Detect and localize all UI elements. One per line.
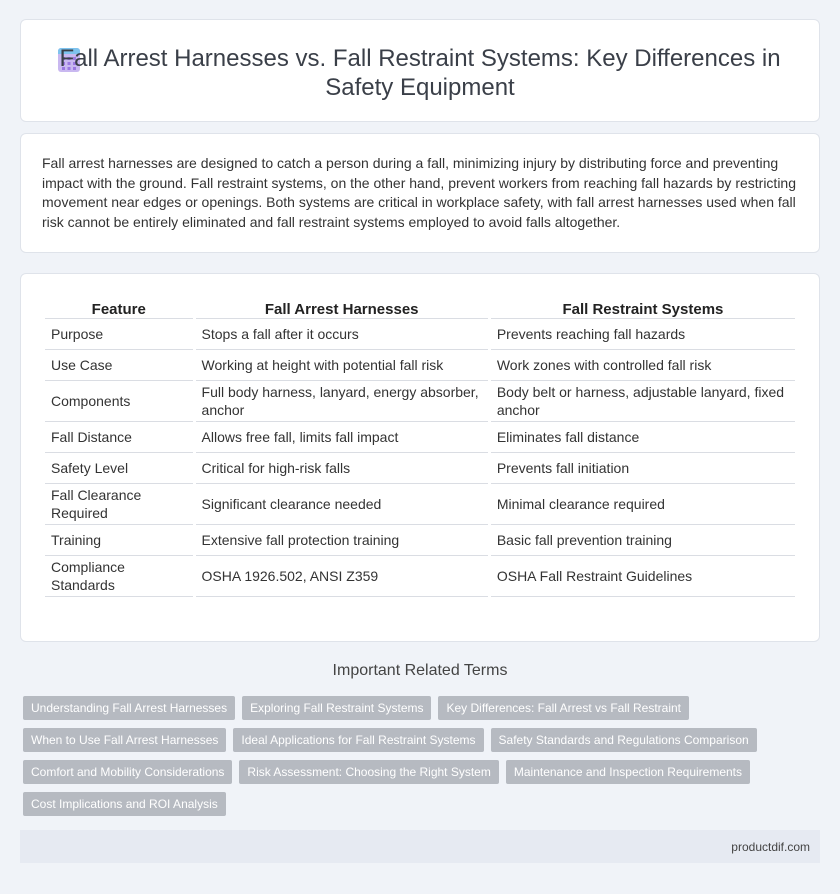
related-term-tag[interactable]: Understanding Fall Arrest Harnesses: [23, 696, 235, 720]
column-header: Feature: [45, 297, 193, 319]
tag-row: [23, 696, 803, 720]
table-cell: Safety Level: [45, 453, 193, 484]
page-title: Fall Arrest Harnesses vs. Fall Restraint Systems: Key Differences in Safety Equipment: [59, 45, 781, 101]
table-cell: Compliance Standards: [45, 556, 193, 597]
related-term-tag[interactable]: Risk Assessment: Choosing the Right System: [239, 760, 498, 784]
related-term-tag[interactable]: Cost Implications and ROI Analysis: [23, 792, 226, 816]
table-cell: OSHA 1926.502, ANSI Z359: [196, 556, 488, 597]
table-cell: Eliminates fall distance: [491, 422, 795, 453]
table-cell: Prevents reaching fall hazards: [491, 319, 795, 350]
table-row: [45, 381, 795, 422]
table-cell: Working at height with potential fall risk: [196, 350, 488, 381]
table-cell: Prevents fall initiation: [491, 453, 795, 484]
table-row: [45, 422, 795, 453]
table-cell: Use Case: [45, 350, 193, 381]
table-row: [45, 525, 795, 556]
related-terms-list: [23, 696, 803, 824]
table-cell: Components: [45, 381, 193, 422]
column-header: Fall Arrest Harnesses: [196, 297, 488, 319]
table-cell: Purpose: [45, 319, 193, 350]
related-term-tag[interactable]: Exploring Fall Restraint Systems: [242, 696, 431, 720]
table-cell: Fall Clearance Required: [45, 484, 193, 525]
table-cell: Training: [45, 525, 193, 556]
related-term-tag[interactable]: Ideal Applications for Fall Restraint Systems: [233, 728, 483, 752]
table-cell: Significant clearance needed: [196, 484, 488, 525]
table-cell: Allows free fall, limits fall impact: [196, 422, 488, 453]
table-cell: Extensive fall protection training: [196, 525, 488, 556]
intro-card: [20, 133, 820, 253]
table-row: [45, 556, 795, 597]
header-card: [20, 19, 820, 122]
comparison-card: [20, 273, 820, 642]
column-header: Fall Restraint Systems: [491, 297, 795, 319]
related-term-tag[interactable]: When to Use Fall Arrest Harnesses: [23, 728, 226, 752]
related-terms-title: Important Related Terms: [332, 662, 508, 679]
related-term-tag[interactable]: Maintenance and Inspection Requirements: [506, 760, 750, 784]
tag-row: [23, 760, 803, 784]
related-term-tag[interactable]: Key Differences: Fall Arrest vs Fall Restraint: [438, 696, 689, 720]
intro-text: Fall arrest harnesses are designed to catch a person during a fall, minimizing injury by distributing force and preventing impact with the ground. Fall restraint systems, on the other hand, prevent workers from reaching fall hazards by restricting movement near edges or openings. Both systems are critical in workplace safety, with fall arrest harnesses used when fall risk cannot be entirely eliminated and fall restraint systems employed to avoid falls altogether.: [42, 155, 797, 230]
table-cell: Body belt or harness, adjustable lanyard, fixed anchor: [491, 381, 795, 422]
table-row: [45, 484, 795, 525]
table-cell: OSHA Fall Restraint Guidelines: [491, 556, 795, 597]
table-row: [45, 319, 795, 350]
table-cell: Stops a fall after it occurs: [196, 319, 488, 350]
footer-site-name[interactable]: productdif.com: [731, 840, 810, 854]
table-row: [45, 453, 795, 484]
related-term-tag[interactable]: Safety Standards and Regulations Comparison: [491, 728, 757, 752]
table-cell: Critical for high-risk falls: [196, 453, 488, 484]
comparison-table: [42, 297, 798, 597]
table-cell: Minimal clearance required: [491, 484, 795, 525]
footer: [20, 830, 820, 863]
tag-row: [23, 792, 803, 816]
table-cell: Fall Distance: [45, 422, 193, 453]
related-term-tag[interactable]: Comfort and Mobility Considerations: [23, 760, 232, 784]
table-cell: Full body harness, lanyard, energy absorber, anchor: [196, 381, 488, 422]
table-row: [45, 350, 795, 381]
tag-row: [23, 728, 803, 752]
table-header-row: [45, 297, 795, 319]
table-cell: Work zones with controlled fall risk: [491, 350, 795, 381]
table-cell: Basic fall prevention training: [491, 525, 795, 556]
